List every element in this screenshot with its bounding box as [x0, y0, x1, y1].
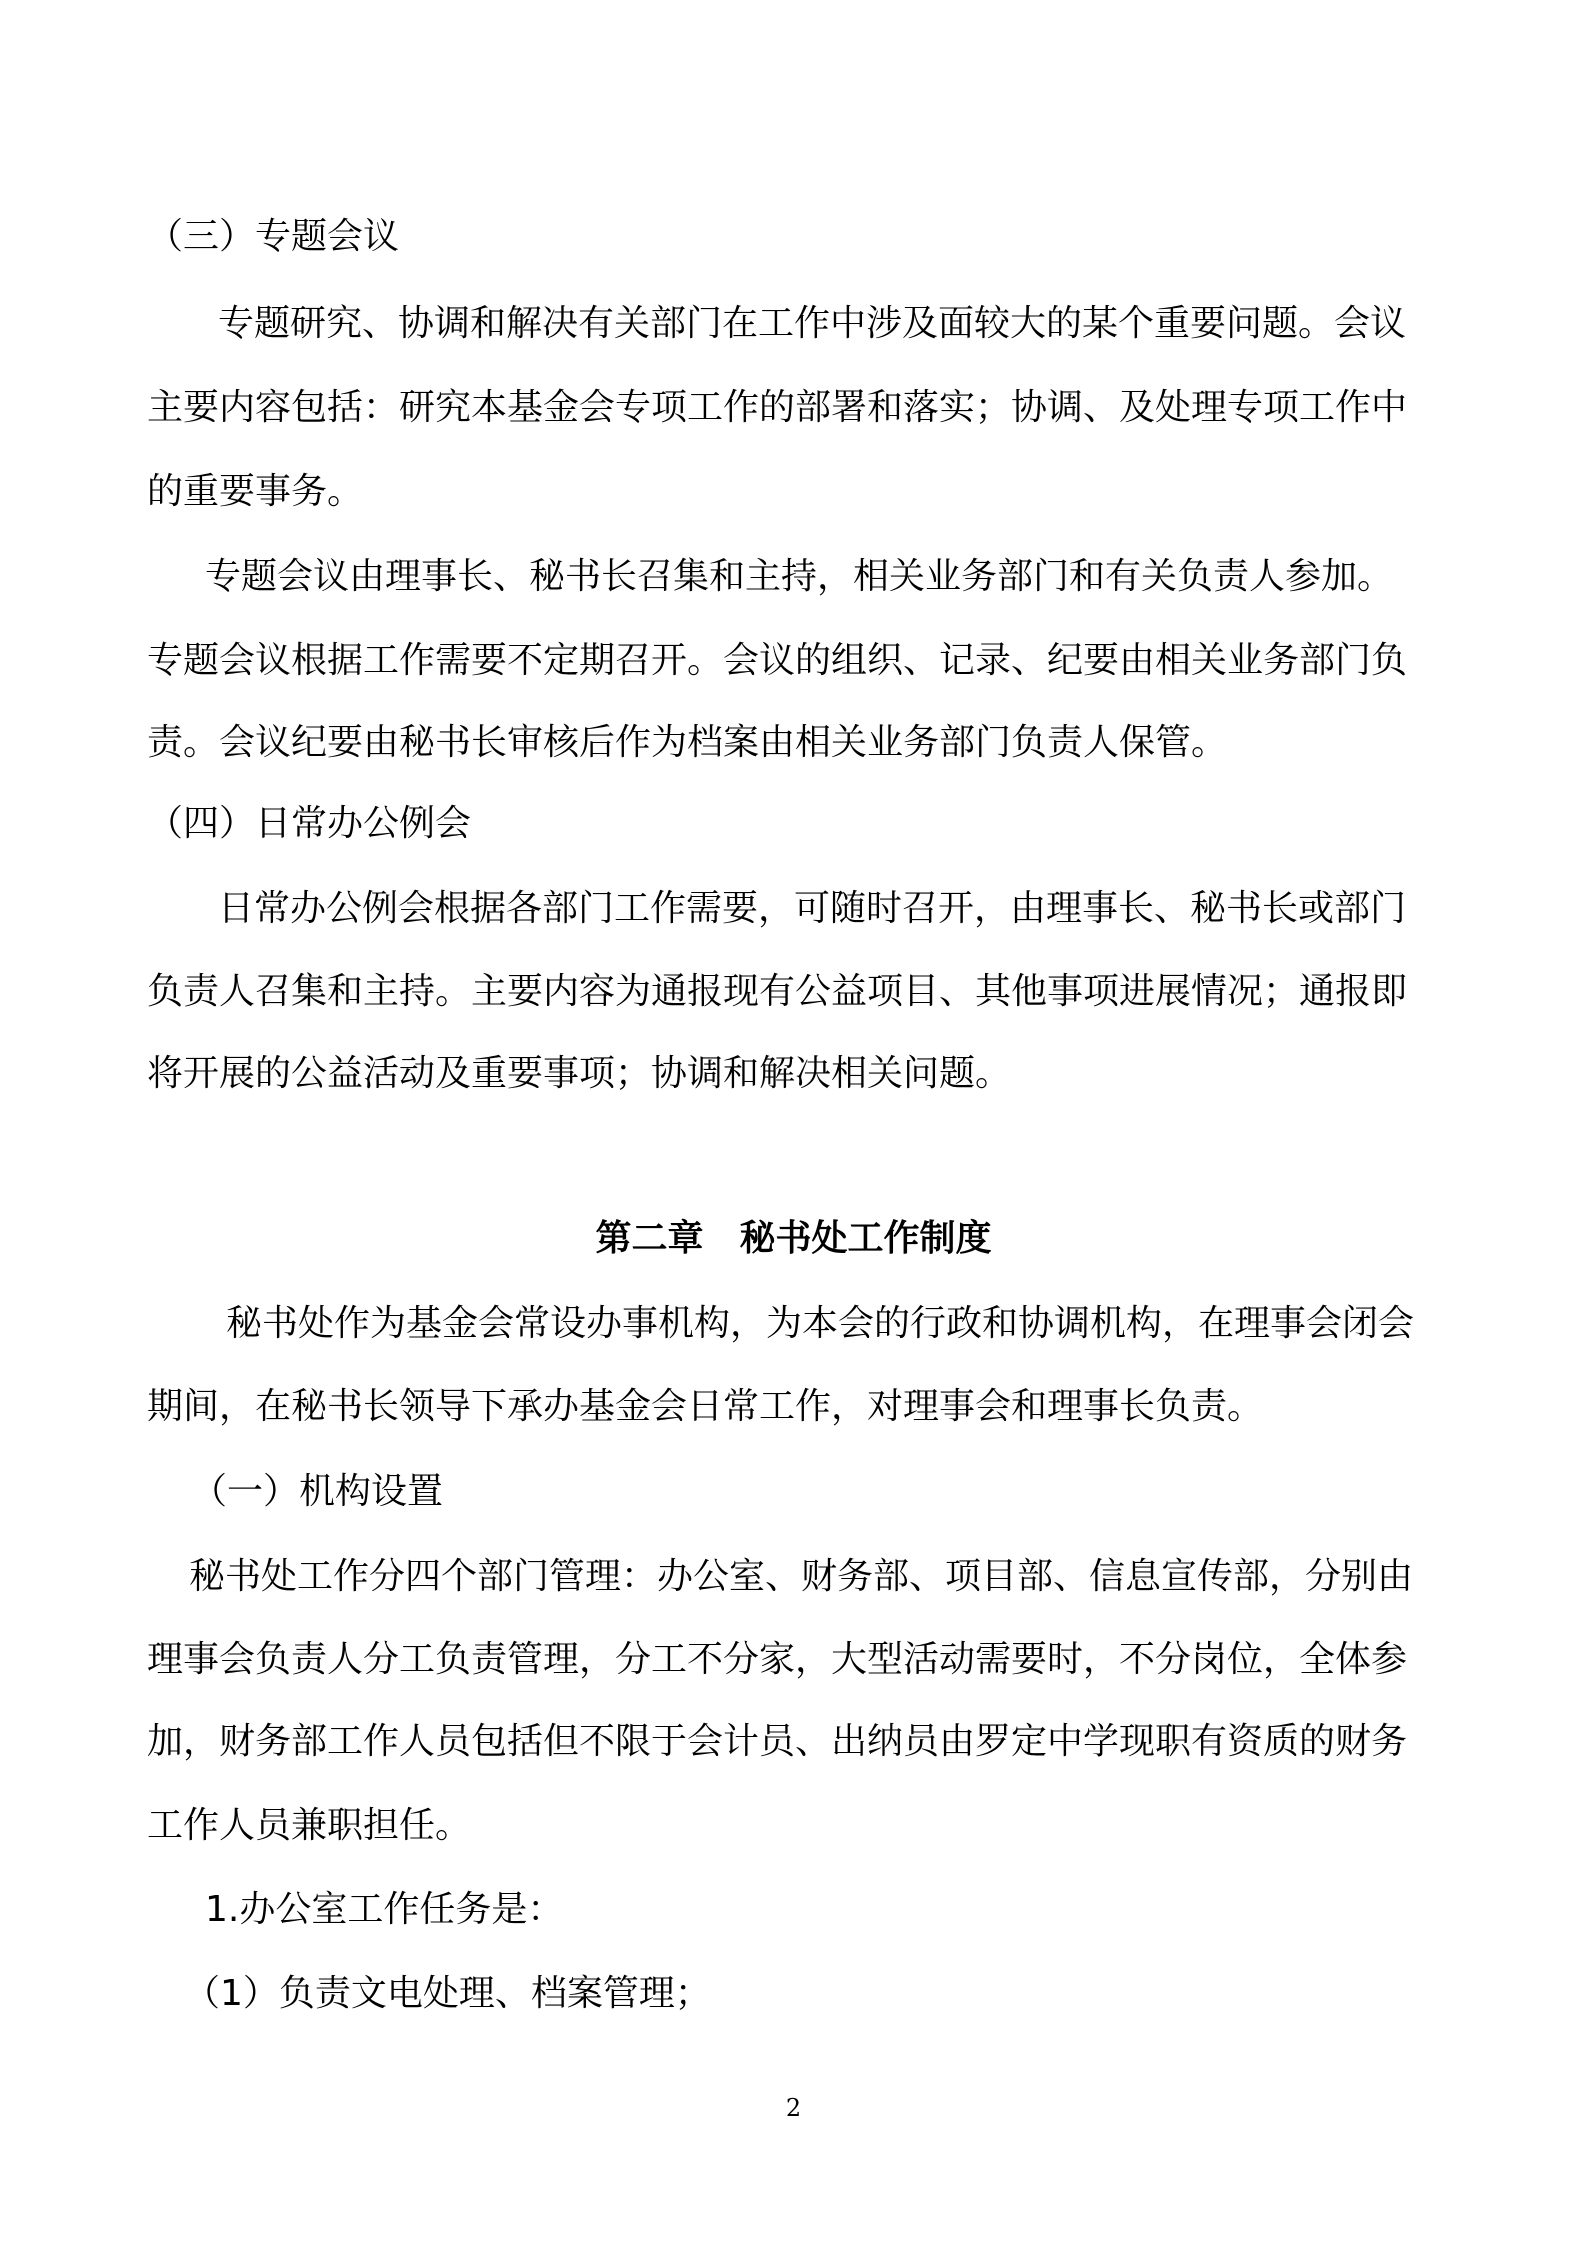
- paragraph-line: 专题研究、协调和解决有关部门在工作中涉及面较大的某个重要问题。会议: [218, 303, 1407, 344]
- heading-section-4: （四）日常办公例会: [147, 803, 472, 844]
- paragraph-line: 专题会议由理事长、秘书长召集和主持，相关业务部门和有关负责人参加。: [205, 556, 1394, 597]
- paragraph-line: 负责人召集和主持。主要内容为通报现有公益项目、其他事项进展情况；通报即: [147, 971, 1408, 1012]
- heading-section-1: （一）机构设置: [191, 1471, 444, 1512]
- heading-section-3: （三）专题会议: [147, 216, 400, 257]
- paragraph-line: 秘书处工作分四个部门管理：办公室、财务部、项目部、信息宣传部，分别由: [189, 1556, 1414, 1597]
- paragraph-line: 的重要事务。: [147, 471, 364, 512]
- list-item: （1）负责文电处理、档案管理；: [184, 1973, 711, 2014]
- paragraph-line: 主要内容包括：研究本基金会专项工作的部署和落实；协调、及处理专项工作中: [147, 387, 1408, 428]
- paragraph-line: 期间，在秘书长领导下承办基金会日常工作，对理事会和理事长负责。: [147, 1386, 1264, 1427]
- paragraph-line: 理事会负责人分工负责管理，分工不分家，大型活动需要时，不分岗位，全体参: [147, 1639, 1408, 1680]
- paragraph-line: 专题会议根据工作需要不定期召开。会议的组织、记录、纪要由相关业务部门负: [147, 640, 1408, 681]
- paragraph-line: 日常办公例会根据各部门工作需要，可随时召开，由理事长、秘书长或部门: [218, 888, 1407, 929]
- paragraph-line: 将开展的公益活动及重要事项；协调和解决相关问题。: [147, 1053, 1012, 1094]
- paragraph-line: 加，财务部工作人员包括但不限于会计员、出纳员由罗定中学现职有资质的财务: [147, 1721, 1408, 1762]
- page-number: 2: [785, 2094, 802, 2122]
- paragraph-line: 秘书处作为基金会常设办事机构，为本会的行政和协调机构，在理事会闭会: [226, 1303, 1415, 1344]
- list-heading: 1.办公室工作任务是：: [205, 1889, 564, 1930]
- chapter-title: 第二章 秘书处工作制度: [595, 1218, 992, 1259]
- paragraph-line: 工作人员兼职担任。: [147, 1805, 472, 1846]
- paragraph-line: 责。会议纪要由秘书长审核后作为档案由相关业务部门负责人保管。: [147, 722, 1228, 763]
